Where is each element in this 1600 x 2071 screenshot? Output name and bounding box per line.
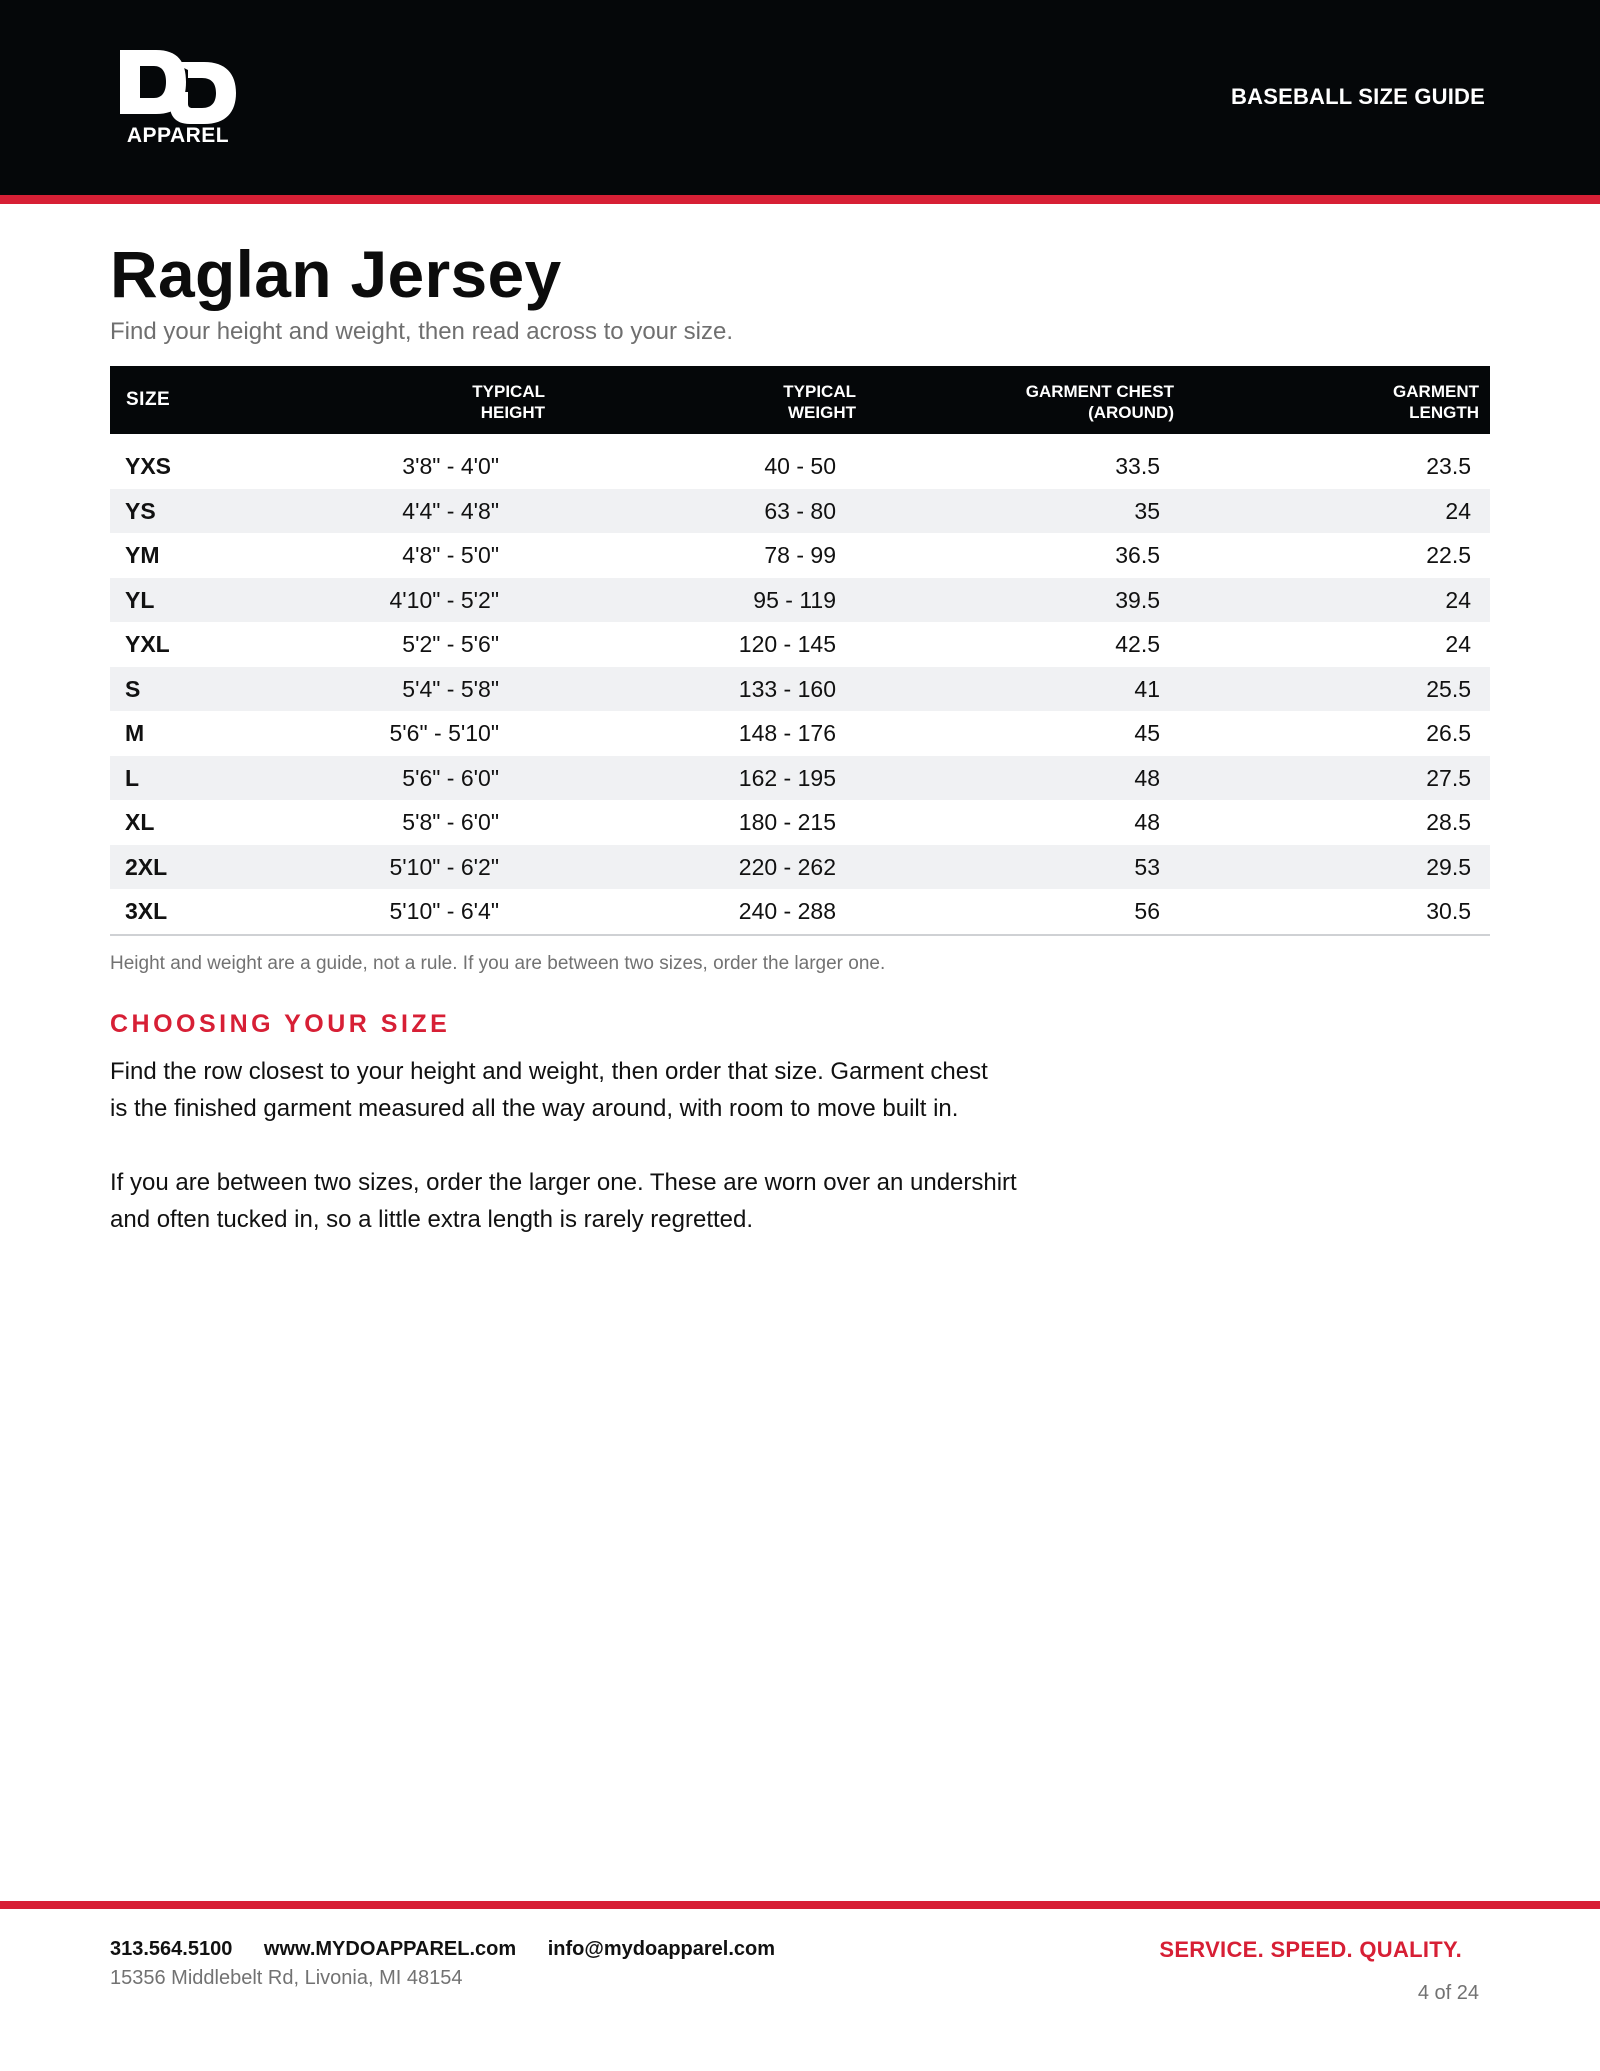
cell-size: YXL (125, 631, 170, 657)
table-row (110, 578, 1490, 623)
table-row (110, 444, 1490, 489)
cell-height: 4'4" - 4'8" (402, 497, 499, 524)
footer-address: 15356 Middlebelt Rd, Livonia, MI 48154 (110, 1967, 463, 1989)
table-row (110, 711, 1490, 756)
section-heading: CHOOSING YOUR SIZE (110, 1010, 451, 1038)
cell-size: S (125, 675, 141, 702)
cell-height: 5'2" - 5'6" (402, 631, 499, 657)
cell-size: YM (125, 542, 160, 568)
cell-chest: 39.5 (1115, 586, 1160, 613)
cell-weight: 240 - 288 (738, 898, 836, 924)
paragraph-line: is the finished garment measured all the way around, with room to move built in. (110, 1095, 959, 1122)
cell-chest: 41 (1134, 675, 1160, 702)
header-height-label: TYPICAL HEIGHT (472, 382, 545, 422)
cell-height: 5'6" - 6'0" (402, 764, 499, 791)
cell-length: 27.5 (1426, 764, 1471, 791)
cell-weight: 162 - 195 (738, 764, 836, 791)
cell-height: 5'4" - 5'8" (402, 675, 499, 702)
cell-weight: 95 - 119 (753, 586, 836, 613)
cell-length: 26.5 (1426, 720, 1471, 746)
cell-chest: 53 (1134, 853, 1160, 880)
table-bottom-rule (110, 934, 1490, 936)
cell-size: YXS (125, 453, 172, 479)
cell-length: 28.5 (1426, 809, 1471, 835)
cell-weight: 78 - 99 (764, 542, 836, 568)
cell-chest: 35 (1134, 497, 1160, 524)
cell-length: 24 (1445, 586, 1471, 613)
paragraph-line: and often tucked in, so a little extra length is rarely regretted. (110, 1206, 754, 1233)
guide-title: BASEBALL SIZE GUIDE (1231, 84, 1485, 109)
header-length-label: GARMENT LENGTH (1393, 382, 1479, 422)
cell-size: YL (125, 586, 155, 613)
footer-tagline: SERVICE. SPEED. QUALITY. (1159, 1937, 1462, 1962)
header-chest-label: GARMENT CHEST (AROUND) (1025, 382, 1174, 422)
cell-size: M (125, 720, 145, 746)
page-header (0, 0, 1600, 195)
table-note: Height and weight are a guide, not a rule. If you are between two sizes, order the larger one. (110, 953, 886, 974)
cell-length: 22.5 (1426, 542, 1471, 568)
page-title: Raglan Jersey (110, 237, 562, 311)
cell-length: 24 (1445, 497, 1471, 524)
header-size-label: SIZE (126, 389, 171, 410)
cell-height: 5'10" - 6'2" (389, 853, 499, 880)
table-row (110, 533, 1490, 578)
cell-height: 4'8" - 5'0" (402, 542, 499, 568)
cell-chest: 33.5 (1115, 453, 1160, 479)
table-row (110, 622, 1490, 667)
cell-length: 24 (1445, 631, 1471, 657)
header-length (1319, 381, 1479, 423)
cell-size: 3XL (125, 898, 168, 924)
cell-chest: 48 (1134, 764, 1160, 791)
footer-contacts (110, 1938, 801, 1961)
cell-size: 2XL (125, 853, 168, 880)
header-chest (954, 381, 1174, 423)
cell-size: XL (125, 809, 155, 835)
cell-weight: 148 - 176 (738, 720, 836, 746)
table-row (110, 489, 1490, 534)
cell-chest: 56 (1134, 898, 1160, 924)
choosing-paragraph-2 (110, 1164, 1070, 1238)
table-row (110, 756, 1490, 801)
cell-length: 25.5 (1426, 675, 1471, 702)
cell-weight: 40 - 50 (764, 453, 836, 479)
cell-length: 29.5 (1426, 853, 1471, 880)
header-weight (696, 381, 856, 423)
cell-weight: 180 - 215 (738, 809, 836, 835)
cell-size: L (125, 764, 140, 791)
cell-weight: 63 - 80 (764, 497, 836, 524)
page-number: 4 of 24 (1417, 1982, 1479, 2004)
paragraph-line: If you are between two sizes, order the larger one. These are worn over an undershirt (110, 1169, 1017, 1196)
cell-chest: 48 (1134, 809, 1160, 835)
table-row (110, 889, 1490, 934)
footer-phone: 313.564.5100 (110, 1938, 233, 1960)
table-row (110, 667, 1490, 712)
header-accent-stripe (0, 195, 1600, 204)
size-chart-table (110, 366, 1490, 936)
logo-wordmark: APPAREL (126, 124, 230, 147)
table-row (110, 845, 1490, 890)
footer-website: www.MYDOAPPAREL.com (263, 1938, 517, 1960)
footer-accent-stripe (0, 1901, 1600, 1909)
cell-chest: 42.5 (1115, 631, 1160, 657)
footer-email: info@mydoapparel.com (547, 1938, 776, 1960)
paragraph-line: Find the row closest to your height and weight, then order that size. Garment chest (110, 1058, 988, 1085)
do-apparel-logo (108, 48, 248, 148)
cell-chest: 45 (1134, 720, 1160, 746)
cell-height: 4'10" - 5'2" (389, 586, 499, 613)
table-header (110, 366, 1490, 434)
cell-height: 5'10" - 6'4" (389, 898, 499, 924)
table-row (110, 800, 1490, 845)
header-weight-label: TYPICAL WEIGHT (783, 382, 856, 422)
cell-chest: 36.5 (1115, 542, 1160, 568)
cell-weight: 133 - 160 (738, 675, 836, 702)
cell-height: 5'8" - 6'0" (402, 809, 499, 835)
cell-weight: 220 - 262 (738, 853, 836, 880)
page-subtitle: Find your height and weight, then read across to your size. (110, 318, 734, 345)
cell-height: 5'6" - 5'10" (389, 720, 499, 746)
header-size (126, 389, 170, 410)
cell-size: YS (125, 497, 156, 524)
choosing-paragraph-1 (110, 1053, 1070, 1127)
do-logo-mark (120, 48, 236, 124)
header-height (385, 381, 545, 423)
table-body (110, 434, 1490, 934)
cell-height: 3'8" - 4'0" (402, 453, 499, 479)
cell-weight: 120 - 145 (738, 631, 836, 657)
cell-length: 23.5 (1426, 453, 1471, 479)
cell-length: 30.5 (1426, 898, 1471, 924)
